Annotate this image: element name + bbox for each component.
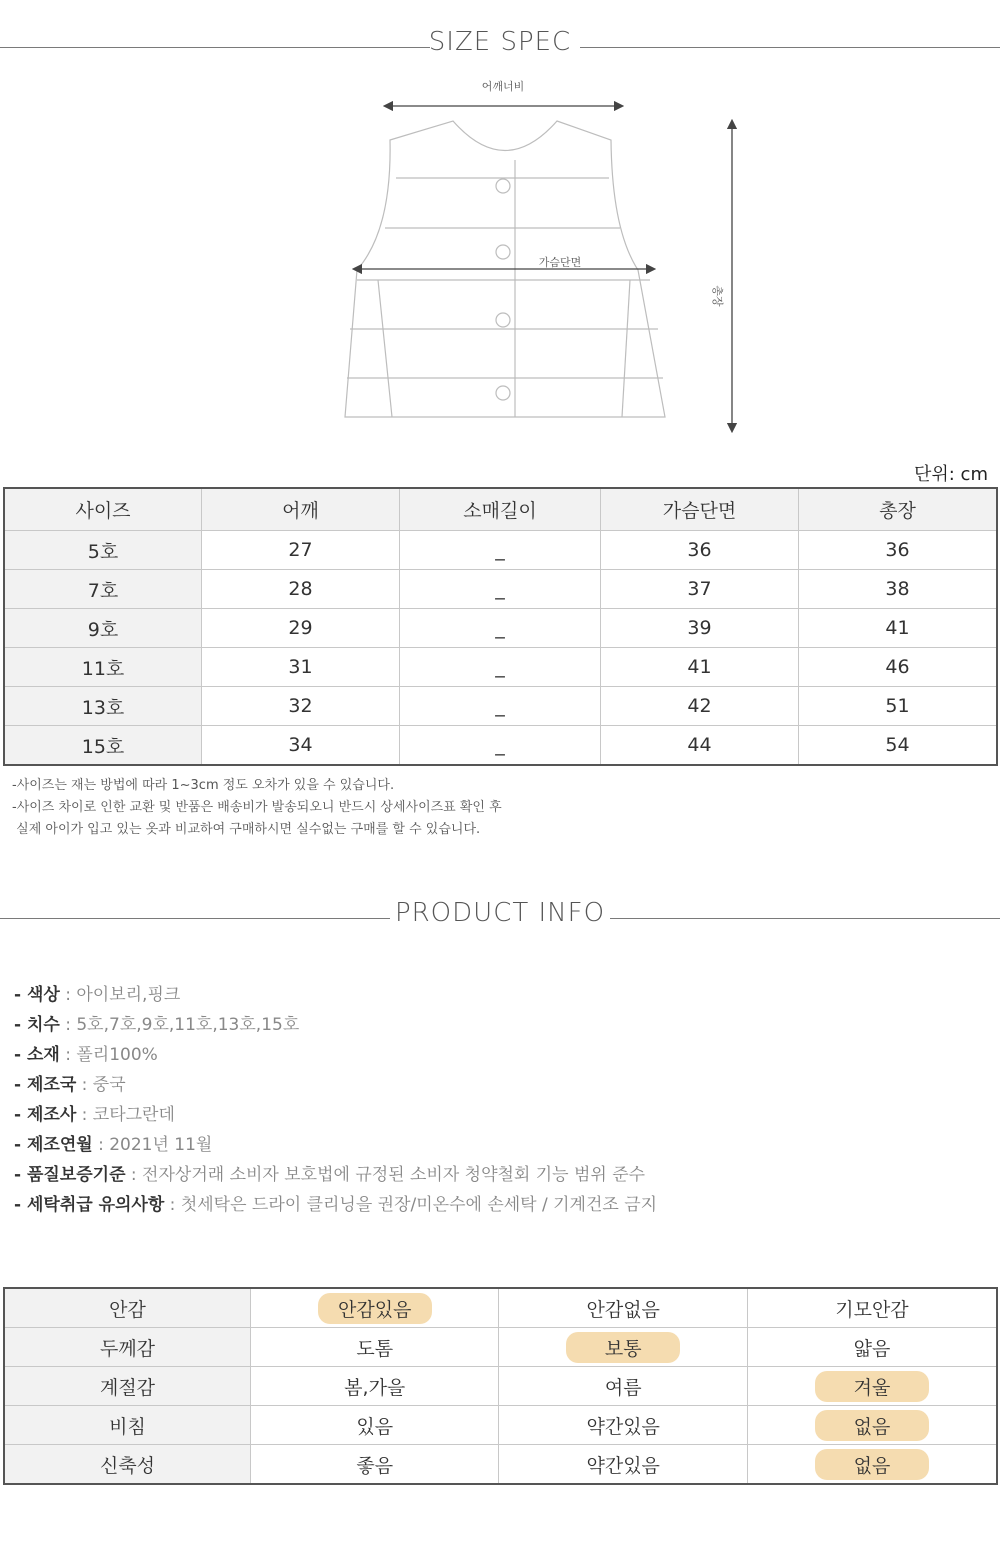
header-cell: 사이즈 — [4, 488, 202, 531]
size-table-header — [4, 488, 997, 531]
size-cell: 7호 — [4, 570, 202, 609]
option-text: 약간있음 — [586, 1415, 660, 1438]
note-line: 실제 아이가 입고 있는 옷과 비교하여 구매하시면 실수없는 구매를 할 수 있습니다. — [12, 822, 481, 837]
info-key: - 색상 — [14, 985, 60, 1005]
info-item — [14, 1160, 657, 1190]
note-line: -사이즈 차이로 인한 교환 및 반품은 배송비가 발송되오니 반드시 상세사이즈표 확인 후 — [12, 800, 502, 815]
selected-option-badge: 안감있음 — [318, 1293, 432, 1324]
value-cell: _ — [400, 687, 601, 726]
feature-label: 신축성 — [4, 1445, 251, 1485]
info-item — [14, 1010, 657, 1040]
value-cell: 34 — [202, 726, 400, 766]
info-value: : 아이보리,핑크 — [59, 985, 181, 1005]
size-spec-heading — [0, 27, 1000, 67]
option-text: 봄,가을 — [344, 1376, 406, 1399]
value-cell: 29 — [202, 609, 400, 648]
table-row — [4, 687, 997, 726]
value-cell: _ — [400, 570, 601, 609]
info-key: - 제조국 — [14, 1075, 77, 1095]
table-row — [4, 609, 997, 648]
feature-row — [4, 1367, 997, 1406]
feature-option — [251, 1367, 499, 1406]
option-text: 얇음 — [853, 1337, 891, 1360]
value-cell: 44 — [601, 726, 799, 766]
value-cell: 41 — [799, 609, 998, 648]
header-cell: 총장 — [799, 488, 998, 531]
value-cell: 27 — [202, 531, 400, 570]
size-table — [3, 487, 998, 766]
info-key: - 제조사 — [14, 1105, 77, 1125]
size-spec-title: SIZE SPEC — [428, 27, 572, 57]
value-cell: 46 — [799, 648, 998, 687]
info-value: : 코타그란데 — [76, 1105, 175, 1125]
feature-option — [747, 1445, 997, 1485]
feature-label: 계절감 — [4, 1367, 251, 1406]
info-value: : 중국 — [76, 1075, 126, 1095]
feature-option — [499, 1445, 747, 1485]
option-text: 안감없음 — [586, 1298, 660, 1321]
value-cell: 42 — [601, 687, 799, 726]
feature-option — [499, 1406, 747, 1445]
selected-option-badge: 없음 — [815, 1410, 929, 1441]
garment-diagram — [0, 70, 1000, 450]
value-cell: 39 — [601, 609, 799, 648]
size-cell: 15호 — [4, 726, 202, 766]
info-value: : 폴리100% — [59, 1045, 158, 1065]
info-item — [14, 1190, 657, 1220]
feature-row — [4, 1288, 997, 1328]
note-line: -사이즈는 재는 방법에 따라 1~3cm 정도 오차가 있을 수 있습니다. — [12, 778, 395, 793]
option-text: 있음 — [356, 1415, 394, 1438]
value-cell: 37 — [601, 570, 799, 609]
table-row — [4, 570, 997, 609]
product-info-title: PRODUCT INFO — [394, 898, 606, 928]
feature-option — [747, 1406, 997, 1445]
feature-option — [499, 1328, 747, 1367]
value-cell: 28 — [202, 570, 400, 609]
feature-row — [4, 1328, 997, 1367]
value-cell: _ — [400, 648, 601, 687]
feature-option — [499, 1367, 747, 1406]
value-cell: 54 — [799, 726, 998, 766]
info-key: - 제조연월 — [14, 1135, 93, 1155]
value-cell: 38 — [799, 570, 998, 609]
size-cell: 11호 — [4, 648, 202, 687]
info-key: - 품질보증기준 — [14, 1165, 126, 1185]
selected-option-badge: 보통 — [566, 1332, 680, 1363]
feature-option — [747, 1367, 997, 1406]
product-info-heading — [0, 898, 1000, 938]
option-text: 기모안감 — [835, 1298, 909, 1321]
info-value: : 전자상거래 소비자 보호법에 규정된 소비자 청약철회 기능 범위 준수 — [125, 1165, 646, 1185]
table-row — [4, 531, 997, 570]
selected-option-badge: 없음 — [815, 1449, 929, 1480]
feature-row — [4, 1406, 997, 1445]
info-key: - 세탁취급 유의사항 — [14, 1195, 165, 1215]
feature-option — [499, 1288, 747, 1328]
value-cell: _ — [400, 531, 601, 570]
header-cell: 가슴단면 — [601, 488, 799, 531]
feature-option — [747, 1328, 997, 1367]
table-row — [4, 648, 997, 687]
size-notes — [12, 775, 502, 841]
info-value: : 2021년 11월 — [92, 1135, 213, 1155]
value-cell: 36 — [799, 531, 998, 570]
shoulder-label: 어깨너비 — [481, 80, 525, 93]
info-item — [14, 1040, 657, 1070]
feature-table — [3, 1287, 998, 1485]
product-info-list — [14, 980, 657, 1220]
info-item — [14, 980, 657, 1010]
info-item — [14, 1100, 657, 1130]
feature-label: 두께감 — [4, 1328, 251, 1367]
size-cell: 9호 — [4, 609, 202, 648]
info-item — [14, 1130, 657, 1160]
option-text: 여름 — [604, 1376, 642, 1399]
info-item — [14, 1070, 657, 1100]
value-cell: 51 — [799, 687, 998, 726]
header-cell: 소매길이 — [400, 488, 601, 531]
feature-label: 비침 — [4, 1406, 251, 1445]
chest-label: 가슴단면 — [538, 256, 582, 269]
size-cell: 5호 — [4, 531, 202, 570]
value-cell: _ — [400, 726, 601, 766]
header-cell: 어깨 — [202, 488, 400, 531]
value-cell: 41 — [601, 648, 799, 687]
feature-option — [251, 1445, 499, 1485]
feature-row — [4, 1445, 997, 1485]
unit-label: 단위: cm — [914, 464, 988, 485]
info-value: : 5호,7호,9호,11호,13호,15호 — [59, 1015, 300, 1035]
feature-option — [747, 1288, 997, 1328]
value-cell: 32 — [202, 687, 400, 726]
option-text: 좋음 — [356, 1454, 394, 1477]
value-cell: 36 — [601, 531, 799, 570]
feature-option — [251, 1328, 499, 1367]
value-cell: _ — [400, 609, 601, 648]
value-cell: 31 — [202, 648, 400, 687]
info-key: - 치수 — [14, 1015, 60, 1035]
size-cell: 13호 — [4, 687, 202, 726]
option-text: 도톰 — [356, 1337, 394, 1360]
info-value: : 첫세탁은 드라이 클리닝을 권장/미온수에 손세탁 / 기계건조 금지 — [164, 1195, 658, 1215]
length-label: 총장 — [711, 285, 724, 307]
selected-option-badge: 겨울 — [815, 1371, 929, 1402]
option-text: 약간있음 — [586, 1454, 660, 1477]
table-row — [4, 726, 997, 766]
feature-option — [251, 1406, 499, 1445]
info-key: - 소재 — [14, 1045, 60, 1065]
feature-label: 안감 — [4, 1288, 251, 1328]
feature-option — [251, 1288, 499, 1328]
